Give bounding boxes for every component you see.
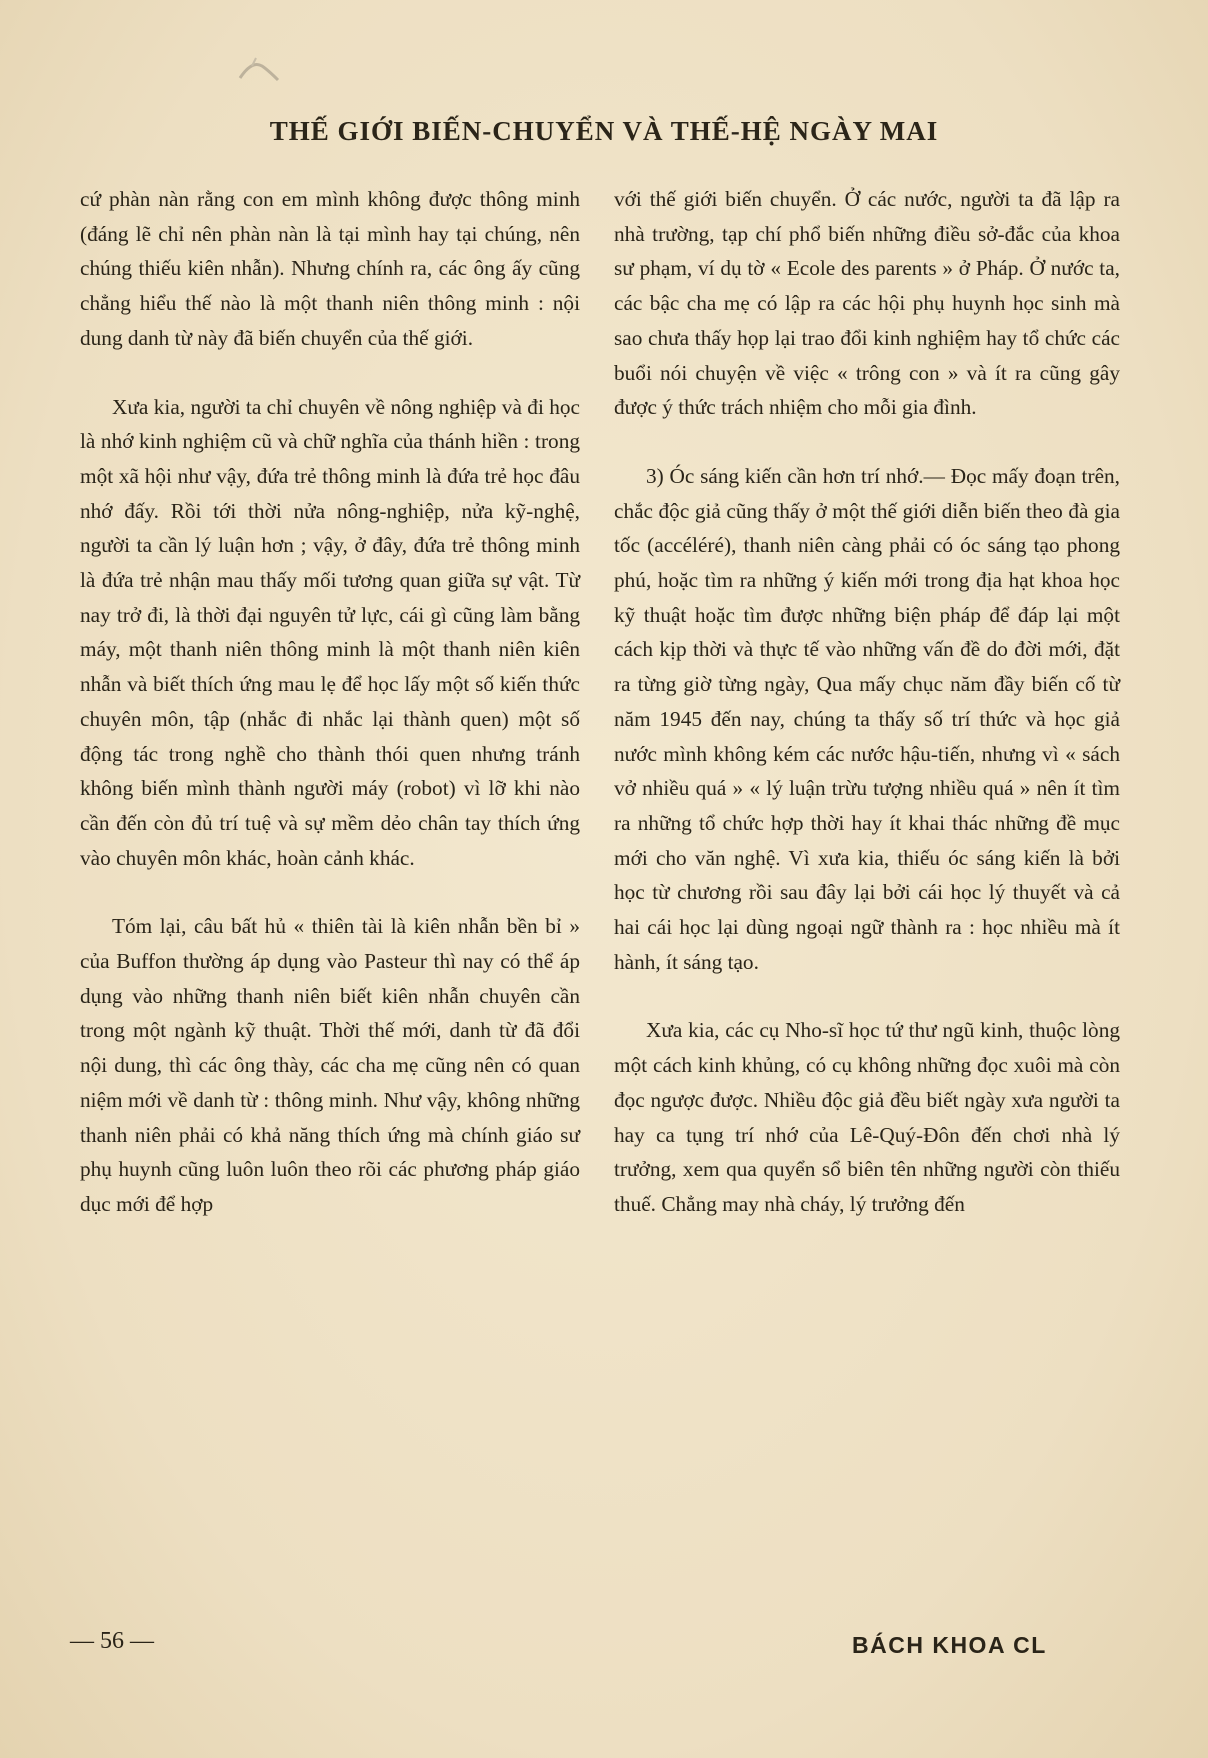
- article-paragraph: với thế giới biến chuyển. Ở các nước, người ta đã lập ra nhà trường, tạp chí phổ biến những điều sở-đắc của khoa sư phạm, ví dụ tờ « Ecole des parents » ở Pháp. Ở nước ta, các bậc cha mẹ có lập ra các hội phụ huynh học sinh mà sao chưa thấy họp lại trao đổi kinh nghiệm hay tổ chức các buổi nói chuyện về việc « trông con » và ít ra cũng gây được ý thức trách nhiệm cho mỗi gia đình.: [614, 187, 1120, 420]
- article-paragraph: Xưa kia, người ta chỉ chuyên về nông nghiệp và đi học là nhớ kinh nghiệm cũ và chữ nghĩa của thánh hiền : trong một xã hội như vậy, đứa trẻ thông minh là đứa trẻ học đâu nhớ đấy. Rồi tới thời nửa nông-nghiệp, nửa kỹ-nghệ, người ta cần lý luận hơn ; vậy, ở đây, đứa trẻ thông minh là đứa trẻ nhận mau thấy mối tương quan giữa sự vật. Từ nay trở đi, là thời đại nguyên tử lực, cái gì cũng làm bằng máy, một thanh niên thông minh là một thanh niên kiên nhẫn và biết thích ứng mau lẹ để học lấy một số kiến thức chuyên môn, tập (nhắc đi nhắc lại thành quen) một số động tác trong nghề cho thành thói quen nhưng tránh không biến mình thành người máy (robot) vì lỡ khi nào cần đến còn đủ trí tuệ và sự mềm dẻo chân tay thích ứng vào chuyên môn khác, hoàn cảnh khác.: [80, 394, 580, 870]
- article-paragraph: cứ phàn nàn rằng con em mình không được thông minh (đáng lẽ chỉ nên phàn nàn là tại mình hay tại chúng, nên chúng thiếu kiên nhẫn). Nhưng chính ra, các ông ấy cũng chẳng hiểu thế nào là một thanh niên thông minh : nội dung danh từ này đã biến chuyển của thế giới.: [80, 187, 580, 350]
- running-title: THẾ GIỚI BIẾN-CHUYỂN VÀ THẾ-HỆ NGÀY MAI: [269, 116, 939, 146]
- right-column: [614, 182, 1120, 1222]
- ink-smudge: [238, 56, 284, 86]
- article-paragraph: 3) Óc sáng kiến cần hơn trí nhớ.— Đọc mấy đoạn trên, chắc độc giả cũng thấy ở một thế giới diễn biến theo đà gia tốc (accéléré), thanh niên càng phải có óc sáng tạo phong phú, hoặc tìm ra những ý kiến mới trong địa hạt khoa học kỹ thuật hoặc tìm được những biện pháp để đáp lại một cách kịp thời và thực tế vào những vấn đề do đời mới, đặt ra từng giờ từng ngày, Qua mấy chục năm đầy biến cố từ năm 1945 đến nay, chúng ta thấy số trí thức và học giả nước mình không kém các nước hậu-tiến, nhưng vì « sách vở nhiều quá » « lý luận trừu tượng nhiều quá » nên ít tìm ra những tổ chức hợp thời hay ít khai thác những đề mục mới cho văn nghệ. Vì xưa kia, thiếu óc sáng kiến là bởi học từ chương rồi sau đây lại bởi cái học lý thuyết và cả hai cái học lại dùng ngoại ngữ thành ra : học nhiều mà ít hành, ít sáng tạo.: [614, 463, 1120, 974]
- page-number: — 56 —: [70, 1628, 154, 1654]
- article-paragraph: Xưa kia, các cụ Nho-sĩ học tứ thư ngũ kinh, thuộc lòng một cách kinh khủng, có cụ không những đọc xuôi mà còn đọc ngược được. Nhiều độc giả đều biết ngày xưa người ta hay ca tụng trí nhớ của Lê-Quý-Đôn đến chơi nhà lý trưởng, xem qua quyển sổ biên tên những người còn thiếu thuế. Chẳng may nhà cháy, lý trưởng đến: [614, 1018, 1120, 1216]
- magazine-name: BÁCH KHOA CL: [852, 1632, 1047, 1658]
- left-column: [80, 182, 580, 1222]
- article-paragraph: Tóm lại, câu bất hủ « thiên tài là kiên nhẫn bền bỉ » của Buffon thường áp dụng vào Pasteur thì nay có thể áp dụng vào những thanh niên biết kiên nhẫn chuyên cần trong một ngành kỹ thuật. Thời thế mới, danh từ đã đổi nội dung, thì các ông thày, các cha mẹ cũng nên có quan niệm mới về danh từ : thông minh. Như vậy, không những thanh niên phải có khả năng thích ứng mà chính giáo sư phụ huynh cũng luôn luôn theo rõi các phương pháp giáo dục mới để hợp: [80, 914, 580, 1216]
